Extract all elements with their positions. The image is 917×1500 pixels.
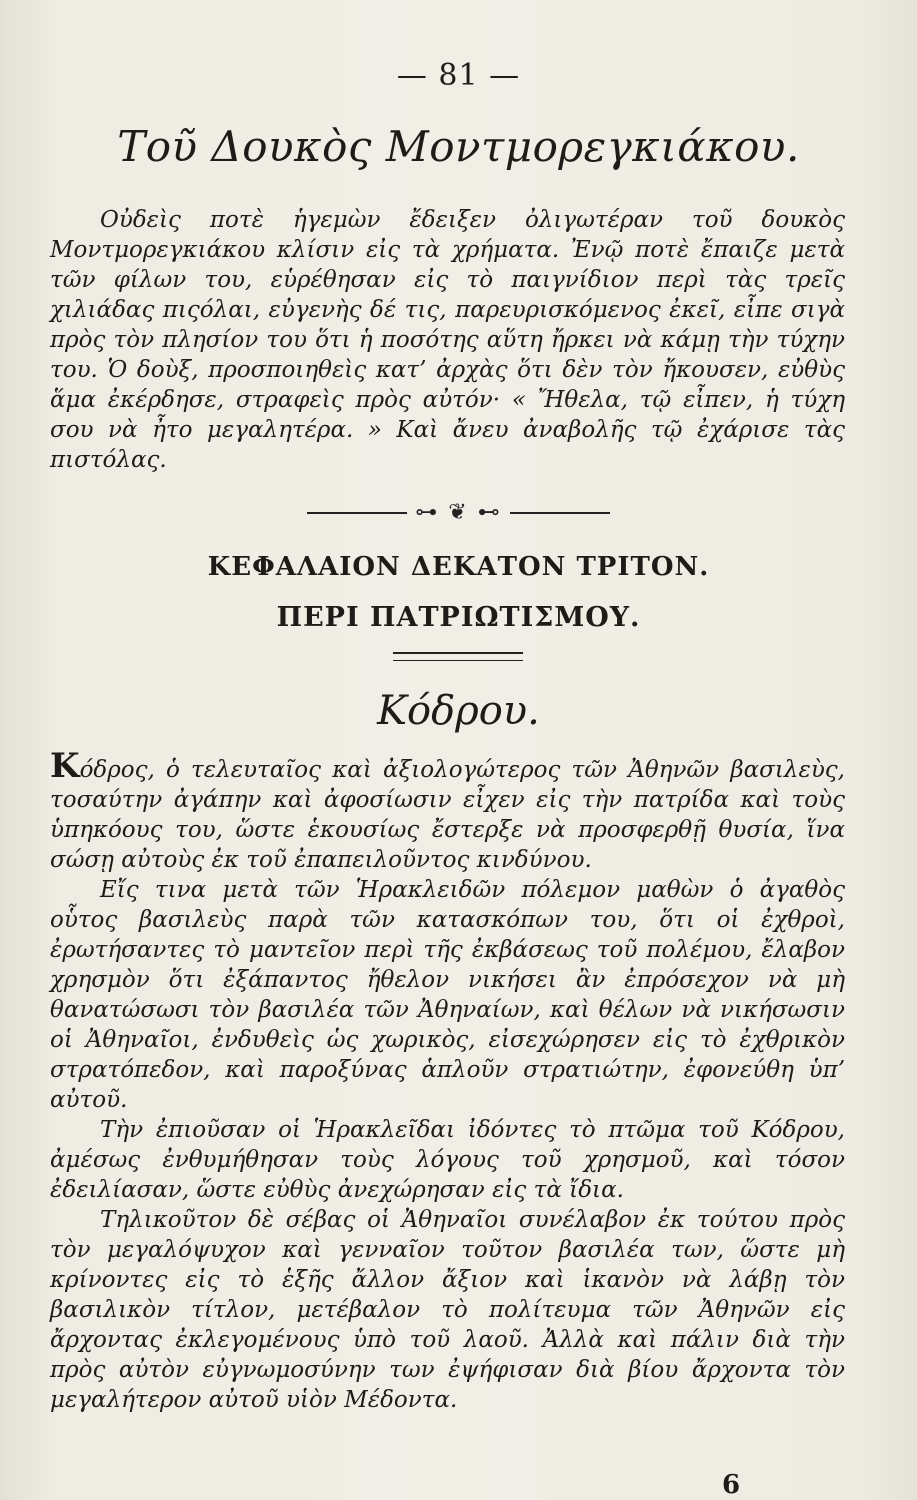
chapter-title: ΚΕΦΑΛΑΙΟΝ ΔΕΚΑΤΟΝ ΤΡΙΤΟΝ. (207, 552, 710, 582)
ornament-divider (0, 500, 917, 525)
subsection-title: Κόδρου. (377, 688, 540, 734)
signature-mark: 6 (722, 1470, 741, 1500)
body-paragraph: Εἴς τινα μετὰ τῶν Ἡρακλειδῶν πόλεμον μαθὼν ὁ ἀγαθὸς οὗτος βασιλεὺς παρὰ τῶν κατασκόπων του, ὅτι οἱ ἐχθροὶ, ἐρωτήσαντες τὸ μαντεῖον περὶ τῆς ἐκβάσεως τοῦ πολέμου, ἔλαβον χρησμὸν ὅτι ἐξάπαντος ἤθελον νικήσει ἂν ἐπρόσεχον νὰ μὴ θανατώσωσι τὸν βασιλέα τῶν Ἀθηναίων, καὶ θέλων νὰ νικήσωσιν οἱ Ἀθηναῖοι, ἐνδυθεὶς ὡς χωρικὸς, εἰσεχώρησεν εἰς τὸ ἐχθρικὸν στρατόπεδον, καὶ παροξύνας ἁπλοῦν στρατιώτην, ἐφονεύθη ὑπ’ αὐτοῦ. (50, 877, 845, 1113)
ornament-glyph: ⊶ ❦ ⊷ (415, 500, 502, 525)
body-paragraph: Τὴν ἐπιοῦσαν οἱ Ἡρακλεῖδαι ἰδόντες τὸ πτῶμα τοῦ Κόδρου, ἀμέσως ἐνθυμήθησαν τοὺς λόγους τοῦ χρησμοῦ, καὶ τόσον ἐδειλίασαν, ὥστε εὐθὺς ἀνεχώρησαν εἰς τὰ ἴδια. (50, 1117, 845, 1203)
top-text-block (50, 205, 845, 475)
anecdote-paragraph: Οὐδεὶς ποτὲ ἡγεμὼν ἔδειξεν ὀλιγωτέραν τοῦ δουκὸς Μοντμορεγκιάκου κλίσιν εἰς τὰ χρήματα. Ἐνῷ ποτὲ ἔπαιζε μετὰ τῶν φίλων του, εὑρέθησαν εἰς τὸ παιγνίδιον περὶ τὰς τρεῖς χιλιάδας πιςόλαι, εὐγενὴς δέ τις, παρευρισκόμενος ἐκεῖ, εἶπε σιγὰ πρὸς τὸν πλησίον του ὅτι ἡ ποσότης αὕτη ἤρκει νὰ κάμῃ τὴν τύχην του. Ὁ δοὺξ, προσποιηθεὶς κατ’ ἀρχὰς ὅτι δὲν τὸν ἤκουσεν, εὐθὺς ἅμα ἐκέρδησε, στραφεὶς πρὸς αὐτόν· « Ἤθελα, τῷ εἶπεν, ἡ τύχη σου νὰ ἦτο μεγαλητέρα. » Καὶ ἄνευ ἀναβολῆς τῷ ἐχάρισε τὰς πιστόλας. (50, 207, 845, 473)
drop-cap: Κ (50, 746, 80, 786)
double-rule (393, 652, 523, 661)
ornament-line-left (307, 512, 407, 514)
page-number: — 81 — (396, 58, 521, 93)
main-text-block (50, 746, 845, 1415)
opening-paragraph (50, 746, 845, 875)
ornament-line-right (510, 512, 610, 514)
chapter-subtitle: ΠΕΡΙ ΠΑΤΡΙΩΤΙΣΜΟΥ. (276, 602, 641, 633)
section-title: Τοῦ Δουκὸς Μοντμορεγκιάκου. (117, 122, 800, 171)
body-paragraph: Τηλικοῦτον δὲ σέβας οἱ Ἀθηναῖοι συνέλαβον ἐκ τούτου πρὸς τὸν μεγαλόψυχον καὶ γενναῖον τοῦτον βασιλέα των, ὥστε μὴ κρίνοντες εἰς τὸ ἑξῆς ἄλλον ἄξιον καὶ ἱκανὸν νὰ λάβῃ τὸν βασιλικὸν τίτλον, μετέβαλον τὸ πολίτευμα τῶν Ἀθηνῶν εἰς ἄρχοντας ἐκλεγομένους ὑπὸ τοῦ λαοῦ. Ἀλλὰ καὶ πάλιν διὰ τὴν πρὸς αὐτὸν εὐγνωμοσύνην των ἐψήφισαν διὰ βίου ἄρχοντα τὸν μεγαλήτερον αὐτοῦ υἱὸν Μέδοντα. (50, 1207, 845, 1413)
opening-paragraph-text: όδρος, ὁ τελευταῖος καὶ ἀξιολογώτερος τῶν Ἀθηνῶν βασιλεὺς, τοσαύτην ἀγάπην καὶ ἀφοσίωσιν εἶχεν εἰς τὴν πατρίδα καὶ τοὺς ὑπηκόους του, ὥστε ἑκουσίως ἔστερξε νὰ προσφερθῇ θυσία, ἵνα σώσῃ αὐτοὺς ἐκ τοῦ ἐπαπειλοῦντος κινδύνου. (50, 757, 845, 873)
